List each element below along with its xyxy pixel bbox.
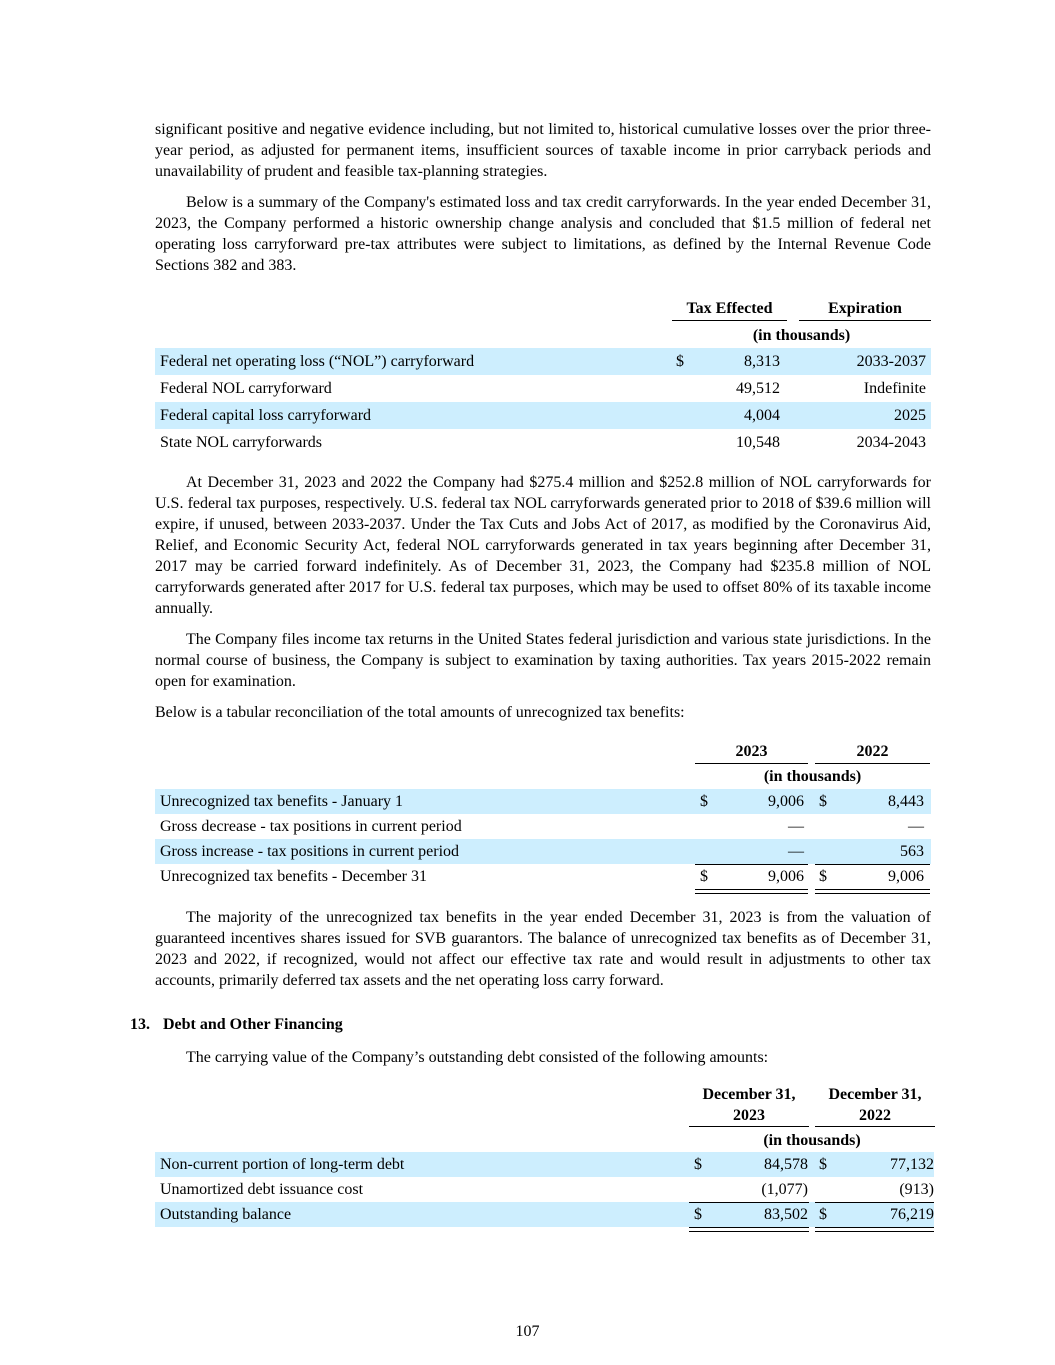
expiration-value: 2025 [894, 407, 926, 424]
page-number: 107 [515, 1323, 540, 1340]
paragraph-evidence: significant positive and negative evidence including, but not limited to, historical cumulative losses over the prior three-year period, as adjusted for permanent items, insufficient sources of taxable income in prior carryback periods and unavailability of prudent and feasible tax-planning strategies. [155, 121, 931, 180]
tax-effected-value: 10,548 [736, 434, 780, 451]
section-number: 13. [130, 1016, 150, 1033]
table-row [155, 839, 931, 864]
col-dec-2022-line1: December 31, [828, 1086, 922, 1103]
total-double-rule [695, 889, 808, 894]
value-dec-2022: (913) [899, 1181, 934, 1198]
col-expiration: Expiration [799, 298, 931, 321]
table-row [155, 1152, 934, 1177]
tax-effected-value: 49,512 [736, 380, 780, 397]
value-2022: 8,443 [888, 793, 924, 810]
currency-symbol: $ [676, 353, 684, 370]
tax-effected-value: 8,313 [744, 353, 780, 370]
paragraph-reconciliation-intro: Below is a tabular reconciliation of the total amounts of unrecognized tax benefits: [155, 704, 685, 721]
debt-header [155, 1084, 931, 1130]
units-label: (in thousands) [763, 768, 862, 785]
paragraph-carryforward-summary: Below is a summary of the Company's estimated loss and tax credit carryforwards. In the year ended December 31, 2023, the Company performed a historic ownership change analysis and concluded that $1.5 million of federal net operating loss carryforward pre-tax attributes were subject to limitations, as defined by the Internal Revenue Code Sections 382 and 383. [155, 194, 931, 274]
value-2022: 9,006 [888, 868, 924, 885]
row-label: Non-current portion of long-term debt [160, 1156, 405, 1173]
debt-units-row [155, 1130, 931, 1152]
value-2023: — [788, 818, 804, 835]
paragraph-nol-details: At December 31, 2023 and 2022 the Company had $275.4 million and $252.8 million of NOL carryforwards for U.S. federal tax purposes, respectively. U.S. federal tax NOL carryforwards generated prior to 2018 of $39.6 million will expire, if unused, between 2033-2037. Under the Tax Cuts and Jobs Act of 2017, as modified by the Coronavirus Aid, Relief, and Economic Security Act, federal NOL carryforwards generated in tax years beginning after December 31, 2017 may be carried forward indefinitely. As of December 31, 2023, the Company had $235.8 million of NOL carryforwards generated after 2017 for U.S. federal tax purposes, which may be used to offset 80% of its taxable income annually. [155, 474, 931, 617]
total-double-rule [815, 1227, 934, 1232]
value-dec-2023: 83,502 [764, 1206, 808, 1223]
units-label: (in thousands) [763, 1132, 861, 1149]
page-content [155, 119, 931, 991]
currency-symbol: $ [819, 868, 827, 885]
table-row [155, 429, 931, 456]
row-label: Federal NOL carryforward [160, 380, 332, 397]
currency-symbol: $ [819, 1206, 827, 1223]
utb-units-row [155, 765, 931, 789]
col-dec-2023-line2: 2023 [733, 1107, 765, 1124]
unrecognized-tax-benefits-table [155, 741, 931, 889]
col-2023: 2023 [695, 741, 808, 764]
units-label: (in thousands) [752, 327, 851, 344]
paragraph-tax-returns: The Company files income tax returns in the United States federal jurisdiction and various state jurisdictions. In the normal course of business, the Company is subject to examination by taxing authorities. Tax years 2015-2022 remain open for examination. [155, 631, 931, 690]
currency-symbol: $ [700, 868, 708, 885]
section-title: Debt and Other Financing [163, 1016, 343, 1033]
table-row [155, 402, 931, 429]
col-dec-2023-line1: December 31, [702, 1086, 796, 1103]
value-2022: 563 [900, 843, 924, 860]
col-tax-effected: Tax Effected [672, 298, 787, 321]
value-dec-2023: (1,077) [761, 1181, 808, 1198]
currency-symbol: $ [819, 793, 827, 810]
value-dec-2022: 77,132 [890, 1156, 934, 1173]
col-dec-2023 [689, 1084, 809, 1127]
value-2022: — [908, 818, 924, 835]
tax-effected-value: 4,004 [744, 407, 780, 424]
carryforwards-table [155, 298, 931, 456]
debt-section-content [155, 1047, 934, 1227]
expiration-value: Indefinite [863, 380, 926, 397]
paragraph-utb-explanation: The majority of the unrecognized tax benefits in the year ended December 31, 2023 is from the valuation of guaranteed incentives shares issued for SVB guarantors. The balance of unrecognized tax benefits as of December 31, 2023 and 2022, if recognized, would not affect our effective tax rate and would result in adjustments to other tax accounts, primarily deferred tax assets and the net operating loss carry forward. [155, 909, 931, 989]
expiration-value: 2033-2037 [856, 353, 926, 370]
table-row [155, 789, 931, 814]
value-2023: 9,006 [768, 868, 804, 885]
value-dec-2023: 84,578 [764, 1156, 808, 1173]
paragraph-debt-intro: The carrying value of the Company’s outstanding debt consisted of the following amounts: [186, 1049, 769, 1066]
carryforwards-header [155, 298, 931, 324]
total-double-rule [815, 889, 930, 894]
table-row [155, 348, 931, 375]
section-heading [130, 1016, 343, 1034]
table-row [155, 1177, 934, 1202]
currency-symbol: $ [700, 793, 708, 810]
row-label: Federal capital loss carryforward [160, 407, 372, 424]
total-double-rule [689, 1227, 809, 1232]
table-row-total [155, 1202, 934, 1227]
col-dec-2022-line2: 2022 [859, 1107, 891, 1124]
expiration-value: 2034-2043 [856, 434, 926, 451]
row-label: Unamortized debt issuance cost [160, 1181, 364, 1198]
row-label: Federal net operating loss (“NOL”) carryforward [160, 353, 475, 370]
currency-symbol: $ [694, 1206, 702, 1223]
row-label: Gross increase - tax positions in current period [160, 843, 460, 860]
row-label: Unrecognized tax benefits - January 1 [160, 793, 404, 810]
table-row [155, 375, 931, 402]
debt-table [155, 1084, 934, 1227]
row-label: Outstanding balance [160, 1206, 292, 1223]
col-dec-2022 [815, 1084, 935, 1127]
table-row-total [155, 864, 931, 889]
currency-symbol: $ [694, 1156, 702, 1173]
value-2023: — [788, 843, 804, 860]
row-label: Gross decrease - tax positions in current period [160, 818, 462, 835]
utb-header [155, 741, 931, 765]
currency-symbol: $ [819, 1156, 827, 1173]
row-label: State NOL carryforwards [160, 434, 323, 451]
col-2022: 2022 [815, 741, 930, 764]
table-row [155, 814, 931, 839]
row-label: Unrecognized tax benefits - December 31 [160, 868, 427, 885]
value-dec-2022: 76,219 [890, 1206, 934, 1223]
carryforwards-units-row [155, 324, 931, 348]
value-2023: 9,006 [768, 793, 804, 810]
